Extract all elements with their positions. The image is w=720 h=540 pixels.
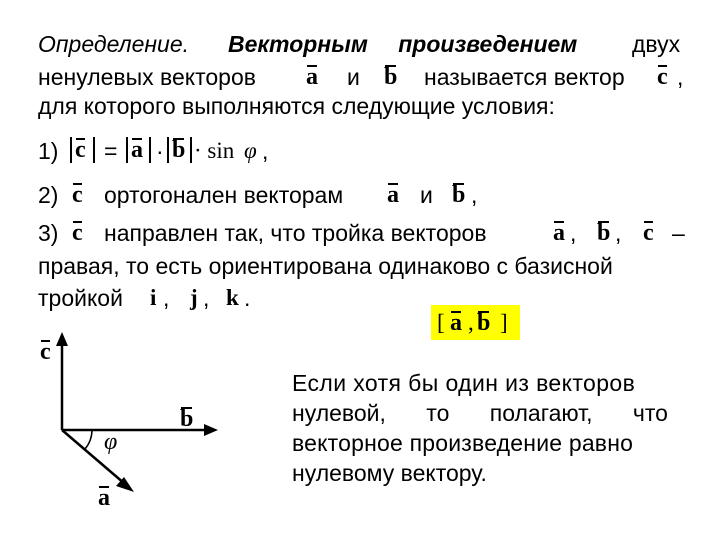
comma: ,: [471, 182, 478, 208]
note-line3: векторное произведение равно: [292, 430, 634, 456]
definition-term: Векторным произведением: [228, 31, 578, 57]
vector-b: b: [384, 64, 398, 90]
vector-c: c: [75, 137, 86, 163]
basis-k: k: [226, 285, 239, 310]
condition-3-line3: тройкой: [38, 285, 123, 311]
vector-c-arrowhead: [56, 332, 68, 346]
angle-arc: [85, 430, 92, 449]
vector-b: b: [452, 182, 466, 208]
comma: ,: [262, 138, 269, 164]
vector-a: a: [387, 182, 399, 208]
comma: ,: [615, 220, 622, 246]
condition-2-text: ортогонален векторам: [104, 182, 344, 208]
condition-2-number: 2): [38, 182, 59, 208]
definition-label: Определение.: [38, 31, 190, 57]
comma: ,: [570, 220, 577, 246]
notation-comma: ,: [468, 310, 474, 335]
definition-line3: для которого выполняются следующие условия:: [38, 93, 555, 119]
condition-2-and: и: [420, 182, 433, 208]
definition-line2-a: ненулевых векторов: [38, 64, 256, 90]
notation-vector-a: a: [450, 310, 462, 336]
phi-symbol: φ: [244, 138, 257, 163]
sin-text: · sin: [194, 138, 235, 163]
dot-operator: ·: [156, 138, 164, 164]
equals-sign: =: [104, 138, 118, 164]
figure-vector-b: b: [180, 406, 194, 432]
dash: –: [672, 220, 685, 246]
condition-3-line2: правая, то есть ориентирована одинаково с базисной: [38, 253, 613, 279]
comma: ,: [203, 285, 210, 311]
vector-c: c: [72, 182, 83, 208]
vector-a: a: [131, 137, 143, 163]
condition-3-number: 3): [38, 220, 59, 246]
vector-c: c: [657, 64, 668, 90]
definition-line1-end: двух: [632, 31, 681, 57]
vector-b: b: [172, 137, 186, 163]
comma: ,: [677, 64, 684, 90]
condition-1-number: 1): [38, 138, 59, 164]
vector-a: a: [553, 220, 565, 246]
note-line1: Если хотя бы один из векторов: [292, 370, 636, 396]
note-line4: нулевому вектору.: [292, 460, 487, 486]
basis-j: j: [190, 285, 198, 310]
figure-vector-a: a: [98, 485, 110, 511]
notation-vector-b: b: [477, 310, 491, 336]
definition-and: и: [347, 64, 360, 90]
condition-3-text: направлен так, что тройка векторов: [104, 220, 487, 246]
vector-a: a: [306, 64, 318, 90]
vector-b-arrowhead: [204, 424, 218, 436]
figure-vector-c: c: [40, 339, 51, 365]
note-line2: нулевой, то полагают, что: [292, 400, 668, 426]
comma: ,: [163, 285, 170, 311]
definition-line2-b: называется вектор: [424, 64, 625, 90]
vector-c: c: [72, 220, 83, 246]
vector-b: b: [597, 220, 611, 246]
period: .: [244, 285, 251, 311]
figure-angle-phi: φ: [104, 429, 118, 455]
vector-c: c: [643, 220, 654, 246]
notation-close-bracket: ]: [500, 310, 508, 335]
basis-i: i: [150, 285, 157, 310]
notation-open-bracket: [: [437, 310, 445, 335]
